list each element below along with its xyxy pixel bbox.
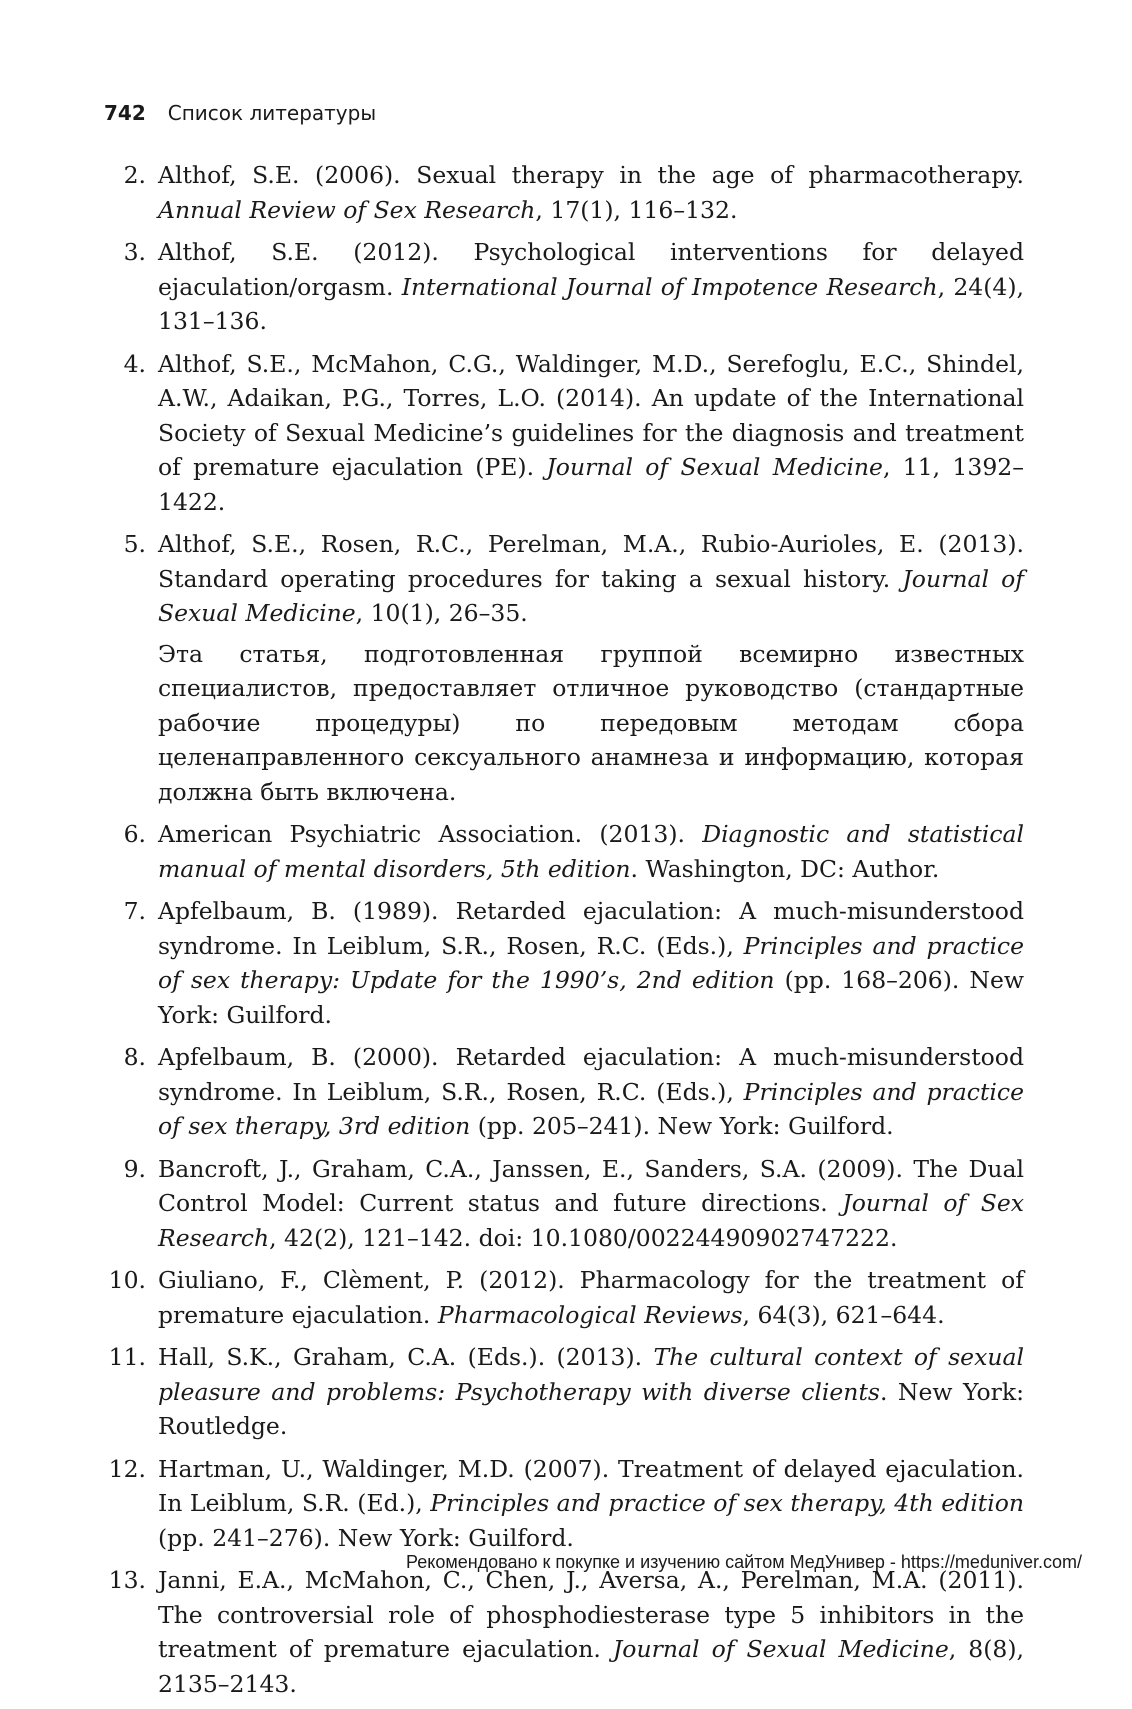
reference-details: . New York: Routledge.: [158, 1377, 1024, 1440]
reference-title: Principles and practice of sex therapy: Update for the 1990’s, 2nd edition: [158, 931, 1024, 994]
reference-number: 2.: [123, 161, 146, 189]
reference-authors: Apfelbaum, B. (2000). Retarded ejaculation: A much-misunderstood syndrome. In Leiblum, S.R., Rosen, R.C. (Eds.),: [158, 1043, 1024, 1106]
reference-item: [104, 1263, 1024, 1332]
reference-text: [158, 817, 1024, 886]
reference-number: 13.: [108, 1566, 146, 1594]
footer-watermark: Рекомендовано к покупке и изучению сайтом МедУнивер - https://meduniver.com/: [406, 1552, 1082, 1572]
reference-title: Journal of Sex Research: [158, 1189, 1024, 1252]
reference-number: 4.: [123, 349, 146, 378]
reference-title: Journal of Sexual Medicine: [612, 1635, 949, 1663]
reference-title: Pharmacological Reviews: [437, 1300, 743, 1329]
reference-details: , 24(4), 131–136.: [158, 272, 1024, 335]
reference-text: [158, 158, 1024, 227]
reference-number: 10.: [108, 1266, 146, 1294]
reference-title: The cultural context of sexual pleasure and problems: Psychotherapy with diverse clients: [158, 1343, 1024, 1406]
reference-title: Principles and practice of sex therapy, 3rd edition: [158, 1077, 1024, 1140]
reference-text: [158, 894, 1024, 1032]
page-header: [104, 100, 376, 126]
reference-text: [158, 347, 1024, 520]
reference-item: [104, 158, 1024, 227]
reference-details: , 10(1), 26–35.: [355, 599, 528, 627]
reference-item: [104, 1340, 1024, 1444]
reference-text: [158, 527, 1024, 631]
reference-number: 3.: [123, 238, 146, 266]
reference-text: [158, 235, 1024, 339]
reference-number: 9.: [123, 1154, 146, 1183]
reference-number: 6.: [123, 820, 146, 848]
reference-item: [104, 347, 1024, 520]
reference-authors: Althof, S.E., Rosen, R.C., Perelman, M.A., Rubio-Aurioles, E. (2013). Standard operating procedures for taking a sexual history.: [158, 530, 1024, 593]
reference-item: [104, 1040, 1024, 1144]
reference-item: [104, 894, 1024, 1032]
reference-list: [104, 158, 1024, 1709]
reference-number: 11.: [108, 1343, 146, 1371]
reference-text: [158, 1340, 1024, 1444]
section-title: Список литературы: [167, 101, 377, 125]
page-number: 742: [104, 101, 146, 125]
reference-number: 8.: [123, 1043, 146, 1071]
reference-number: 7.: [123, 897, 146, 925]
reference-details: , 64(3), 621–644.: [742, 1300, 945, 1329]
reference-item: [104, 527, 1024, 809]
reference-item: [104, 1563, 1024, 1701]
reference-details: . Washington, DC: Author.: [630, 854, 940, 883]
reference-authors: Hall, S.K., Graham, C.A. (Eds.). (2013).: [158, 1343, 654, 1371]
reference-title: Annual Review of Sex Research: [158, 195, 536, 224]
reference-title: Journal of Sexual Medicine: [546, 453, 883, 481]
reference-title: Journal of Sexual Medicine: [158, 564, 1025, 627]
reference-authors: Althof, S.E. (2012). Psychological interventions for delayed ejaculation/orgasm.: [158, 238, 1024, 301]
reference-number: 5.: [123, 530, 146, 558]
reference-authors: American Psychiatric Association. (2013).: [158, 820, 703, 848]
reference-authors: Althof, S.E. (2006). Sexual therapy in the age of pharmacotherapy.: [158, 161, 1024, 189]
reference-title: Diagnostic and statistical manual of mental disorders, 5th edition: [158, 820, 1025, 883]
reference-details: , 8(8), 2135–2143.: [158, 1635, 1024, 1698]
reference-item: [104, 1452, 1024, 1556]
reference-details: , 42(2), 121–142. doi: 10.1080/00224490902747222.: [269, 1223, 898, 1252]
reference-details: (pp. 241–276). New York: Guilford.: [158, 1523, 574, 1552]
reference-authors: Janni, E.A., McMahon, C., Chen, J., Aversa, A., Perelman, M.A. (2011). The controversial role of phosphodiesterase type 5 inhibitors in the treatment of premature ejaculation.: [158, 1566, 1024, 1663]
reference-item: [104, 235, 1024, 339]
reference-authors: Hartman, U., Waldinger, M.D. (2007). Treatment of delayed ejaculation. In Leiblum, S.R. (Ed.),: [158, 1454, 1024, 1517]
reference-details: , 11, 1392–1422.: [158, 453, 1024, 516]
reference-authors: Bancroft, J., Graham, C.A., Janssen, E., Sanders, S.A. (2009). The Dual Control Model: Current status and future directions.: [158, 1154, 1024, 1217]
reference-text: [158, 1452, 1024, 1556]
reference-title: Principles and practice of sex therapy, 4th edition: [430, 1489, 1024, 1517]
reference-title: International Journal of Impotence Research: [401, 272, 938, 301]
reference-text: [158, 1152, 1024, 1256]
reference-details: (pp. 205–241). New York: Guilford.: [470, 1112, 894, 1140]
reference-authors: Althof, S.E., McMahon, C.G., Waldinger, M.D., Serefoglu, E.C., Shindel, A.W., Adaikan, P.G., Torres, L.O. (2014). An update of the International Society of Sexual Medicine’s guidelines for the diagnosis and treatment of premature ejaculation (PE).: [158, 349, 1024, 481]
reference-text: [158, 1040, 1024, 1144]
reference-annotation: Эта статья, подготовленная группой всемирно известных специалистов, предоставляет отличное руководство (стандартные рабочие процедуры) по передовым методам сбора целенаправленного сексуального анамнеза и информацию, которая должна быть включена.: [158, 639, 1024, 806]
reference-item: [104, 1152, 1024, 1256]
reference-details: (pp. 168–206). New York: Guilford.: [158, 966, 1024, 1029]
reference-authors: Giuliano, F., Clèment, P. (2012). Pharmacology for the treatment of premature ejaculation.: [158, 1266, 1024, 1329]
reference-number: 12.: [108, 1454, 146, 1483]
reference-authors: Apfelbaum, B. (1989). Retarded ejaculation: A much-misunderstood syndrome. In Leiblum, S.R., Rosen, R.C. (Eds.),: [158, 897, 1024, 960]
reference-text: [158, 1563, 1024, 1701]
reference-details: , 17(1), 116–132.: [535, 195, 738, 224]
reference-item: [104, 817, 1024, 886]
reference-text: [158, 1263, 1024, 1332]
